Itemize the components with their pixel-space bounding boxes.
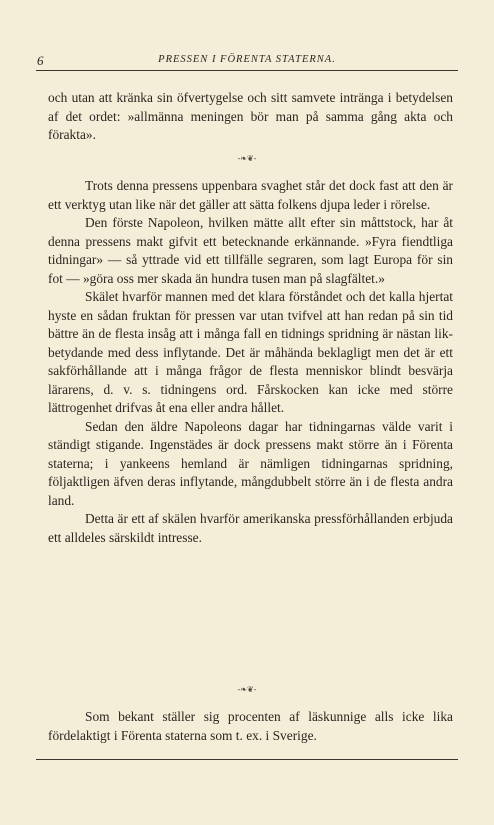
running-head-title: PRESSEN I FÖRENTA STATERNA.: [158, 54, 336, 65]
page-number: 6: [37, 53, 44, 68]
text-block-main: [48, 177, 453, 547]
paragraph: Som bekant ställer sig procenten af läskunnige alls icke lika fördelaktigt i Förenta staterna som t. ex. i Sverige.: [48, 709, 453, 743]
paragraph: Detta är ett af skälen hvarför amerikanska pressförhållanden erbjuda ett alldeles särskildt intresse.: [48, 511, 453, 545]
section-ornament: -❧❦-: [237, 154, 257, 163]
paragraph: Den förste Napoleon, hvilken mätte allt efter sin måttstock, har åt denna pressens makt gifvit ett betecknande erkännande. »Fyra fiendtliga tidningar» — så yttrade vid ett tillfälle segraren, som lagt Europa för sin fot — »göra oss mer skada än hundra tusen man på slagfältet.»: [48, 215, 453, 286]
bottom-rule: [36, 759, 458, 760]
paragraph: Trots denna pressens uppenbara svaghet står det dock fast att den är ett verktyg utan like när det gäller att sätta folkens djupa leder i rörelse.: [48, 178, 453, 212]
running-head: [36, 52, 458, 71]
text-block-closing: [48, 708, 453, 745]
text-block-opening: [48, 89, 453, 145]
paragraph: Skälet hvarför mannen med det klara förståndet och det kalla hjertat hyste en sådan fruktan för pressen var utan tvifvel att han redan på sin tid bättre än de flesta insåg att i många fall en tidnings spridning är nästan likbetydande med dess inflytande. Det är måhända beklagligt men det är ett sakförhållande att i många frågor de flesta menniskor blindt besvärja lärarens, d. v. s. tidningens ord. Fårskocken kan icke med större lättrogenhet drifvas åt ena eller andra hållet.: [48, 289, 453, 415]
paragraph: Sedan den äldre Napoleons dagar har tidningarnas välde varit i ständigt stigande. Ingenstädes är dock pressens makt större än i Förenta staterna; i yankeens hemland är nämligen tidningarnas spridning, följaktligen äfven deras inflytande, mångdubbelt större än i de flesta andra land.: [48, 418, 453, 508]
section-ornament: -❧❦-: [237, 685, 257, 694]
paragraph-continuation: och utan att kränka sin öfvertygelse och sitt samvete intränga i betydelsen af det ordet: »allmänna meningen bör man på samma gång akta och förakta».: [48, 90, 453, 142]
